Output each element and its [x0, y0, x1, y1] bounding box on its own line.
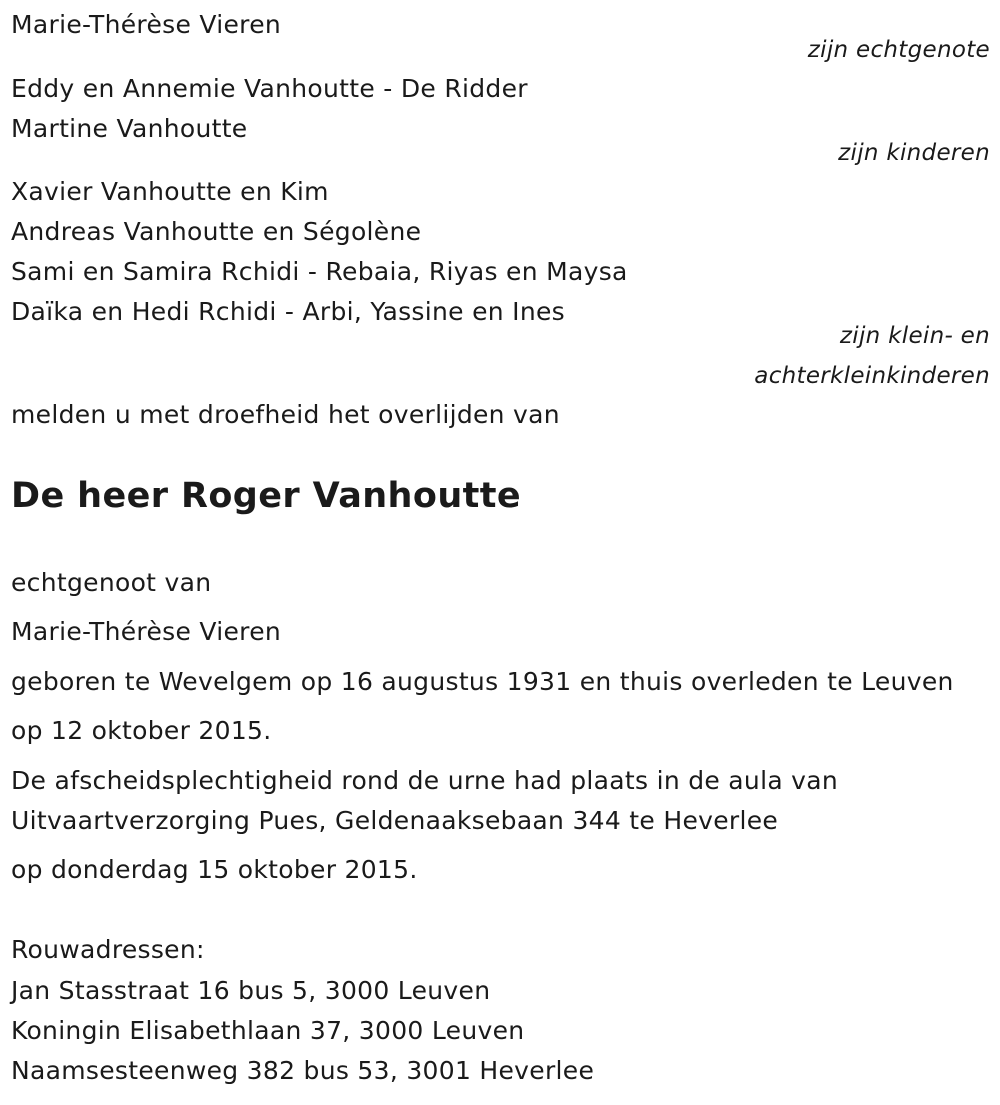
address-item: Koningin Elisabethlaan 37, 3000 Leuven	[11, 1016, 525, 1045]
child-name: Eddy en Annemie Vanhoutte - De Ridder	[11, 74, 528, 103]
spouse-name-detail: Marie-Thérèse Vieren	[11, 617, 282, 646]
addresses-heading: Rouwadressen:	[11, 935, 205, 964]
spouse-intro: echtgenoot van	[11, 568, 212, 597]
grandchild-name: Sami en Samira Rchidi - Rebaia, Riyas en Maysa	[11, 257, 628, 286]
spouse-role: zijn echtgenote	[807, 37, 990, 63]
ceremony-line-2: Uitvaartverzorging Pues, Geldenaaksebaan 344 te Heverlee	[11, 806, 779, 835]
children-role: zijn kinderen	[838, 140, 990, 166]
child-name: Martine Vanhoutte	[11, 114, 248, 143]
birth-death-line-2: op 12 oktober 2015.	[11, 716, 272, 745]
address-item: Naamsesteenweg 382 bus 53, 3001 Heverlee	[11, 1056, 595, 1085]
grandchildren-role-line1: zijn klein- en	[839, 323, 990, 349]
ceremony-date: op donderdag 15 oktober 2015.	[11, 855, 418, 884]
birth-death-line-1: geboren te Wevelgem op 16 augustus 1931 en thuis overleden te Leuven	[11, 667, 954, 696]
grandchild-name: Andreas Vanhoutte en Ségolène	[11, 217, 422, 246]
ceremony-line-1: De afscheidsplechtigheid rond de urne had plaats in de aula van	[11, 766, 839, 795]
grandchildren-role-line2: achterkleinkinderen	[754, 363, 990, 389]
address-item: Jan Stasstraat 16 bus 5, 3000 Leuven	[11, 976, 491, 1005]
spouse-name: Marie-Thérèse Vieren	[11, 10, 282, 39]
grandchild-name: Xavier Vanhoutte en Kim	[11, 177, 329, 206]
deceased-name-heading: De heer Roger Vanhoutte	[11, 476, 522, 516]
grandchild-name: Daïka en Hedi Rchidi - Arbi, Yassine en Ines	[11, 297, 565, 326]
announcement-text: melden u met droefheid het overlijden van	[11, 400, 560, 429]
